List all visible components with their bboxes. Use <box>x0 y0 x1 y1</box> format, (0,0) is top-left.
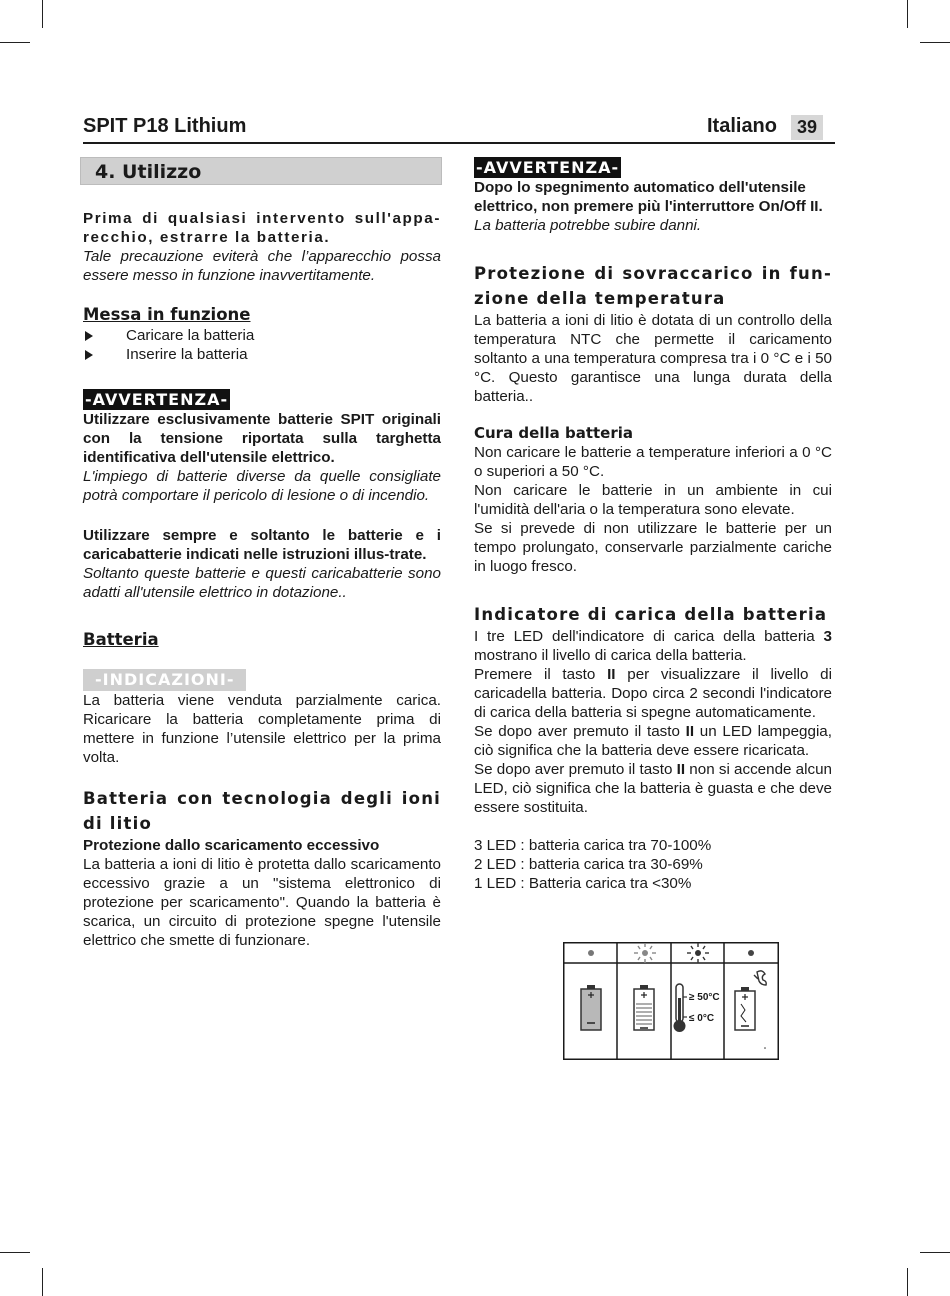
warning-note: La batteria potrebbe subire danni. <box>474 217 702 234</box>
indicatore-text: Premere il tasto II per visualizzare il livello di caricadella batteria. Dopo circa 2 secondi l'indicatore di carica della batteria si spegne automaticamente. <box>474 666 832 721</box>
thermometer-icon <box>674 984 688 1032</box>
indicatore-text: Se dopo aver premuto il tasto II un LED lampeggia, ciò significa che la batteria deve essere ricaricata. <box>474 723 832 759</box>
left-column <box>83 157 441 950</box>
led-line: 2 LED : batteria carica tra 30-69% <box>474 856 703 873</box>
crop-mark <box>920 42 950 43</box>
model-name: SPIT P18 Lithium <box>83 115 247 137</box>
info-label: -INDICAZIONI- <box>83 669 246 691</box>
crop-mark <box>0 1252 30 1253</box>
led-line: 1 LED : Batteria carica tra <30% <box>474 875 692 892</box>
page-number: 39 <box>791 115 823 140</box>
intro-warning: Prima di qualsiasi intervento sull'appa-recchio, estrarre la batteria. <box>83 210 441 246</box>
cura-text: Se si prevede di non utilizzare le batterie per un tempo prolungato, conservarle parzialmente cariche in luogo fresco. <box>474 520 832 575</box>
temp-low-label: ≤ 0°C <box>689 1013 715 1024</box>
indicatore-heading: Indicatore di carica della batteria <box>474 605 828 624</box>
battery-full-icon <box>581 985 601 1030</box>
led-blinking-icon <box>634 943 656 963</box>
info-text: La batteria viene venduta parzialmente carica. Ricaricare la batteria completamente prima di mettere in funzione l’utensile elettrico per la prima volta. <box>83 692 441 766</box>
section-title: 4. Utilizzo <box>80 157 442 185</box>
crop-mark <box>907 0 908 28</box>
led-indicator-figure <box>563 942 779 1060</box>
temp-high-label: ≥ 50°C <box>689 992 720 1003</box>
indicatore-text: I tre LED dell'indicatore di carica della batteria 3 mostrano il livello di carica della batteria. <box>474 628 832 664</box>
led-blinking-icon <box>687 943 709 963</box>
list-item: Caricare la batteria <box>83 326 441 345</box>
warning-text: Dopo lo spegnimento automatico dell'utensile elettrico, non premere più l'interruttore On/Off II. <box>474 179 823 215</box>
crop-mark <box>920 1252 950 1253</box>
led-indicator-diagram <box>563 942 779 1060</box>
led-on-icon <box>748 950 754 956</box>
cura-heading: Cura della batteria <box>474 424 634 442</box>
warning-note: Soltanto queste batterie e questi caricabatterie sono adatti all'utensile elettrico in dotazione.. <box>83 565 441 601</box>
list-item: Inserire la batteria <box>83 345 441 364</box>
cura-text: Non caricare le batterie a temperature inferiori a 0 °C o superiori a 50 °C. <box>474 444 832 480</box>
indicatore-text: Se dopo aver premuto il tasto II non si accende alcun LED, ciò significa che la batteria è guasta e che deve essere sostituita. <box>474 761 832 816</box>
sovraccarico-text: La batteria a ioni di litio è dotata di un controllo della temperatura NTC che permette il caricamento soltanto a una temperatura compresa tra i 0 °C e i 50 °C. Questo garantisce una lunga durata della batteria.. <box>474 312 832 405</box>
scarica-text: La batteria a ioni di litio è protetta dallo scaricamento eccessivo grazie a un "sistema elettronico di protezione per scaricamento". Quando la batteria è scarica, un circuito di protezione spegne l'utensile elettrico che smette di funzionare. <box>83 856 441 949</box>
led-on-icon <box>588 950 594 956</box>
right-column <box>474 157 832 893</box>
crop-mark <box>42 1268 43 1296</box>
warning-text: Utilizzare esclusivamente batterie SPIT originali con la tensione riportata sulla targhetta identificativa dell'utensile elettrico. <box>83 411 441 466</box>
header-rule <box>83 142 835 144</box>
warning-note: L'impiego di batterie diverse da quelle consigliate potrà comportare il pericolo di lesione o di incendio. <box>83 468 441 504</box>
warning-text: Utilizzare sempre e soltanto le batterie e i caricabatterie indicati nelle istruzioni illus-trate. <box>83 527 441 563</box>
sovraccarico-heading: Protezione di sovraccarico in fun-zione della temperatura <box>474 264 832 308</box>
batteria-heading: Batteria <box>83 630 159 649</box>
battery-charging-icon <box>634 985 654 1030</box>
messa-heading: Messa in funzione <box>83 305 251 324</box>
cura-text: Non caricare le batterie in un ambiente in cui l'umidità dell'aria o la temperatura sono elevate. <box>474 482 832 518</box>
language-label: Italiano <box>706 115 777 137</box>
crop-mark <box>907 1268 908 1296</box>
intro-note: Tale precauzione eviterà che l’apparecchio possa essere messo in funzione inavvertitamente. <box>83 248 441 284</box>
page-header <box>83 114 835 144</box>
crop-mark <box>0 42 30 43</box>
crop-mark <box>42 0 43 28</box>
warning-label: -AVVERTENZA- <box>476 158 620 177</box>
litio-heading: Batteria con tecnologia degli ioni di litio <box>83 789 441 833</box>
warning-label: -AVVERTENZA- <box>85 390 229 409</box>
scarica-heading: Protezione dallo scaricamento eccessivo <box>83 837 380 854</box>
led-line: 3 LED : batteria carica tra 70-100% <box>474 837 712 854</box>
battery-defective-icon <box>735 971 766 1049</box>
